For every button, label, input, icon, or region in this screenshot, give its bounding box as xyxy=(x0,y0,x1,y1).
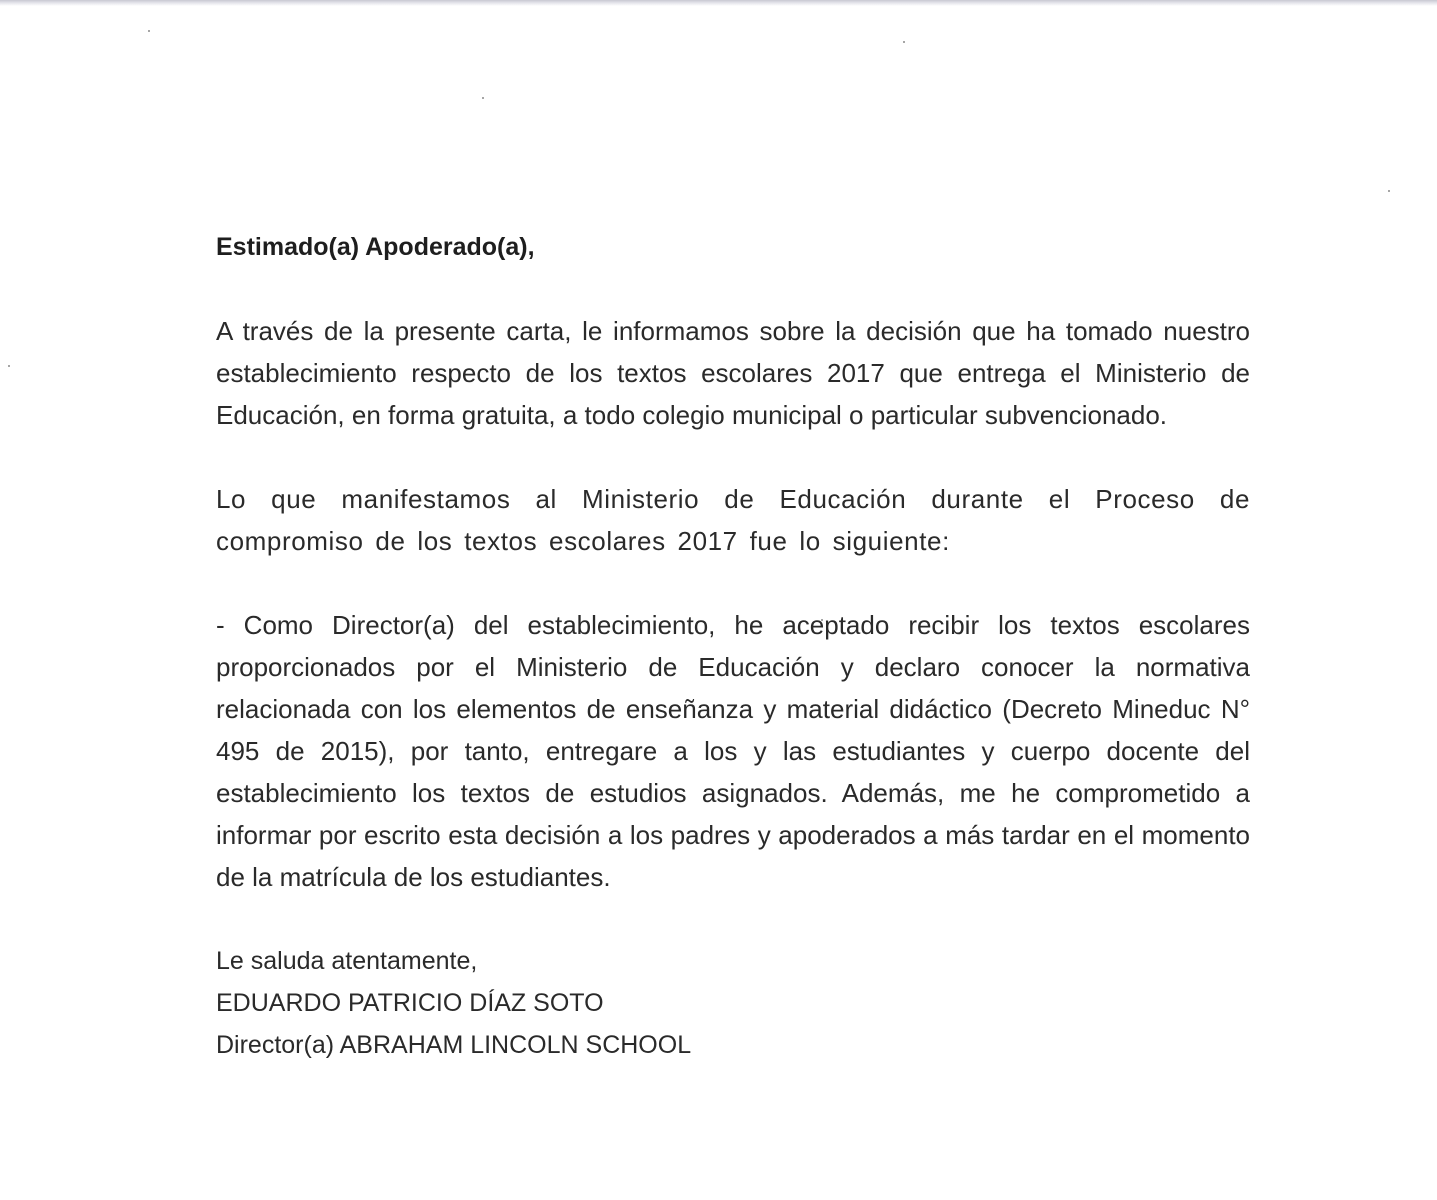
scan-speck xyxy=(148,30,150,32)
scan-speck xyxy=(482,97,484,99)
salutation: Estimado(a) Apoderado(a), xyxy=(216,233,535,261)
statement-paragraph: Lo que manifestamos al Ministerio de Educación durante el Proceso de compromiso de los textos escolares 2017 fue lo siguiente: xyxy=(216,484,1250,556)
scan-speck xyxy=(903,41,905,43)
scan-speck xyxy=(8,365,10,367)
closing-line: Le saluda atentamente, xyxy=(216,947,478,975)
signature-block xyxy=(216,940,1250,1066)
letter-body xyxy=(216,226,1250,1066)
scan-edge-shadow xyxy=(0,0,1437,6)
signer-name: EDUARDO PATRICIO DÍAZ SOTO xyxy=(216,989,604,1017)
signer-title: Director(a) ABRAHAM LINCOLN SCHOOL xyxy=(216,1031,692,1059)
commitment-paragraph: - Como Director(a) del establecimiento, he aceptado recibir los textos escolares proporcionados por el Ministerio de Educación y declaro conocer la normativa relacionada con los elementos de enseñanza y material didáctico (Decreto Mineduc N° 495 de 2015), por tanto, entregare a los y las estudiantes y cuerpo docente del establecimiento los textos de estudios asignados. Además, me he comprometido a informar por escrito esta decisión a los padres y apoderados a más tardar en el momento de la matrícula de los estudiantes. xyxy=(216,610,1250,892)
scan-speck xyxy=(1388,190,1390,192)
intro-paragraph: A través de la presente carta, le informamos sobre la decisión que ha tomado nuestro establecimiento respecto de los textos escolares 2017 que entrega el Ministerio de Educación, en forma gratuita, a todo colegio municipal o particular subvencionado. xyxy=(216,316,1250,430)
